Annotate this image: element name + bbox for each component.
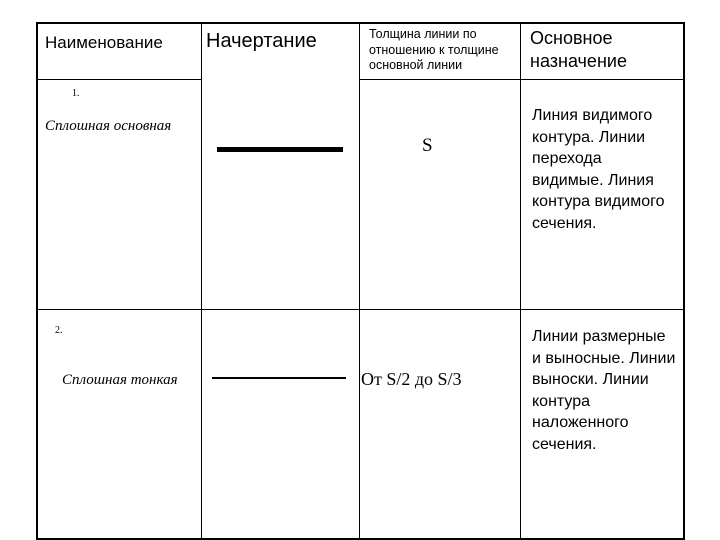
row-number: 2. [55,325,63,336]
column-separator [359,22,360,540]
table-border-top [36,22,685,24]
row-purpose: Линия видимого контура. Линии перехода видимые. Линия контура видимого сечения. [532,107,665,232]
header-thickness: Толщина линии по отношению к толщине основной линии [369,27,499,72]
row-purpose: Линии размерные и выносные. Линии выноски. Линии контура наложенного сечения. [532,328,676,453]
header-separator [360,79,684,80]
row-number: 1. [72,88,80,99]
header-purpose: Основное назначение [530,28,627,71]
table-border-left [36,22,38,540]
thick-line-sample [217,147,343,152]
row-name: Сплошная основная [45,118,172,134]
row-name: Сплошная тонкая [62,372,178,388]
column-separator [520,22,521,540]
row-thickness: S [422,135,433,156]
header-name: Наименование [45,33,163,52]
row-thickness: От S/2 до S/3 [361,369,462,389]
column-separator [201,22,202,540]
header-style: Начертание [206,30,317,52]
header-separator [36,79,202,80]
thin-line-sample [212,377,346,379]
table-border-right [683,22,685,540]
row-separator [36,309,685,310]
